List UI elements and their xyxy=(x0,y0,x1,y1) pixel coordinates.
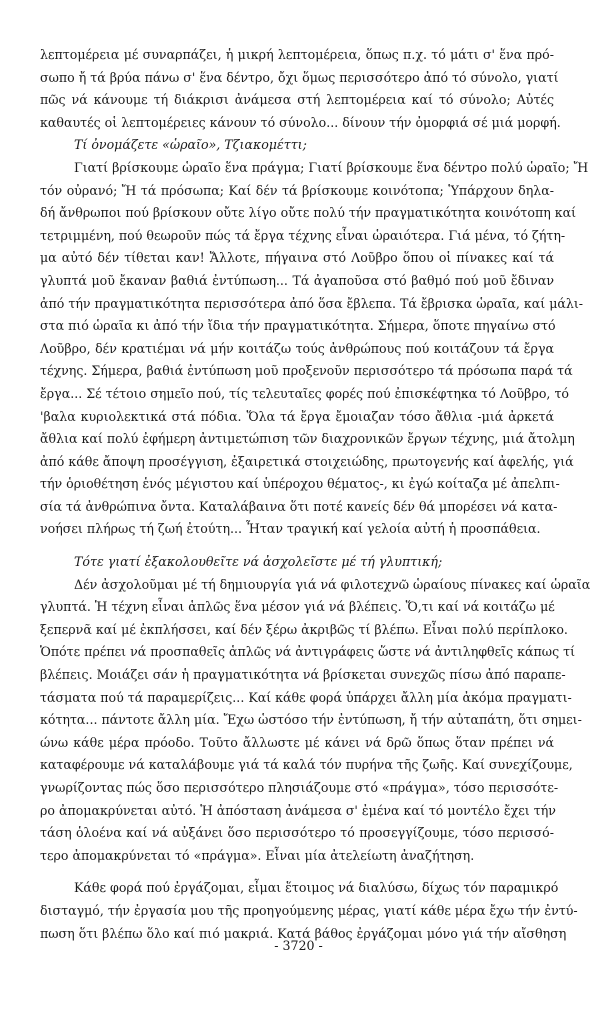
text-line: στα πιό ὡραῖα κι ἀπό τήν ἴδια τήν πραγματικότητα. Σήμερα, ὅποτε πηγαίνω στό xyxy=(40,318,556,334)
text-line: τόν οὐρανό; Ἤ τά πρόσωπα; Καί δέν τά βρίσκουμε κοινότοπα; Ὑπάρχουν δηλα- xyxy=(40,182,554,198)
text-line: ρο ἀπομακρύνεται αὐτό. Ἡ ἀπόσταση ἀνάμεσα σ' ἐμένα καί τό μοντέλο ἔχει τήν xyxy=(40,802,556,818)
text-line: σία τά ἀνθρώπινα ὄντα. Καταλάβαινα ὅτι ποτέ κανείς δέν θά μπορέσει νά κατα- xyxy=(40,498,558,514)
text-line: ώνω κάθε μέρα πρόοδο. Τοῦτο ἄλλωστε μέ κάνει νά δρῶ ὅπως ὅταν πρέπει νά xyxy=(40,734,554,750)
text-line: δισταγμό, τήν ἐργασία μου τῆς προηγούμενης μέρας, γιατί κάθε μέρα ἔχω τήν ἐντύ- xyxy=(40,902,578,918)
text-line: Δέν ἀσχολοῦμαι μέ τή δημιουργία γιά νά φιλοτεχνῶ ὡραίους πίνακες καί ὡραῖα xyxy=(74,576,591,592)
text-line: δή ἄνθρωποι πού βρίσκουν οὔτε λίγο οὔτε πολύ τήν πραγματικότητα κοινότοπη καί xyxy=(40,205,577,221)
paragraph-2 xyxy=(40,157,589,541)
text-line: τάση ὁλοένα καί νά αὐξάνει ὅσο περισσότερο τό προσεγγίζουμε, τόσο περισσό- xyxy=(40,825,554,841)
text-line: λεπτομέρεια μέ συναρπάζει, ἡ μικρή λεπτομέρεια, ὅπως π.χ. τό μάτι σ' ἕνα πρό- xyxy=(40,47,554,62)
text-line: γνωρίζοντας πώς ὅσο περισσότερο πλησιάζουμε στό «πράγμα», τόσο περισσότε- xyxy=(40,780,559,795)
text-line: ἀπό κάθε ἄποψη προσέγγιση, ἐξαιρετικά στοιχειώδης, πρωτογενής καί ἀφελής, γιά xyxy=(40,453,574,469)
interview-question-2 xyxy=(40,551,554,574)
text-line: Κάθε φορά πού ἐργάζομαι, εἶμαι ἕτοιμος νά διαλύσω, δίχως τόν παραμικρό xyxy=(74,880,559,896)
paragraph-1 xyxy=(40,44,561,134)
text-line: τάσματα πού τά παραμερίζεις... Καί κάθε φορά ὑπάρχει ἄλλη μία ἀκόμα πραγματι- xyxy=(40,689,572,705)
text-line: ἄθλια καί πολύ ἐφήμερη ἀντιμετώπιση τῶν διαχρονικῶν ἔργων τέχνης, μιά ἄτολμη xyxy=(40,431,575,447)
text-line: τήν ὁριοθέτηση ἑνός μέγιστου καί ὑπέροχου θέματος-, κι ἐγώ κοίταζα μέ ἀπελπι- xyxy=(40,476,560,492)
paragraph-gap xyxy=(40,541,554,551)
page-number: - 3720 - xyxy=(274,938,323,953)
question-line: Τί ὀνομάζετε «ὡραῖο», Τζιακομέττι; xyxy=(74,137,307,153)
paragraph-4 xyxy=(40,877,578,945)
text-line: καταφέρουμε νά καταλάβουμε γιά τά καλά τόν πυρήνα τῆς ζωῆς. Καί συνεχίζουμε, xyxy=(40,757,573,773)
text-line: γλυπτά μοῦ ἔκαναν βαθιά ἐντύπωση... Τά ἀγαποῦσα στό βαθμό πού μοῦ ἔδιναν xyxy=(40,272,554,288)
text-line: κότητα... πάντοτε ἄλλη μία. Ἔχω ὡστόσο τήν ἐντύπωση, ἤ τήν αὐταπάτη, ὅτι σημει- xyxy=(40,712,582,728)
text-line: σωπο ἤ τά βρύα πάνω σ' ἕνα δέντρο, ὄχι ὅμως περισσότερο ἀπό τό σύνολο, γιατί xyxy=(40,69,559,85)
question-line: Τότε γιατί ἐξακολουθεῖτε νά ἀσχολεῖστε μέ τή γλυπτική; xyxy=(74,554,443,570)
text-line: νοήσει πλήρως τή ζωή ἐτούτη... Ἦταν τραγική καί γελοία αὐτή ἡ προσπάθεια. xyxy=(40,521,541,537)
text-line: ξεπερνᾶ καί μέ ἐκπλήσσει, καί δέν ξέρω ἀκριβῶς τί βλέπω. Εἶναι πολύ περίπλοκο. xyxy=(40,621,568,637)
text-line: βλέπεις. Μοιάζει σάν ἡ πραγματικότητα νά βρίσκεται συνεχῶς πίσω ἀπό παραπε- xyxy=(40,667,566,683)
text-line: Λοῦβρο, δέν κρατιέμαι νά μήν κοιτάζω τούς ἀνθρώπους πού κοιτάζουν τά ἔργα xyxy=(40,340,554,356)
document-page xyxy=(40,44,591,1024)
text-line: ἀπό τήν πραγματικότητα περισσότερα ἀπό ὅσα ἔβλεπα. Τά ἔβρισκα ὡραῖα, καί μάλι- xyxy=(40,295,584,311)
text-line: γλυπτά. Ἡ τέχνη εἶναι ἁπλῶς ἕνα μέσον γιά νά βλέπεις. Ὅ,τι καί νά κοιτάζω μέ xyxy=(40,599,555,615)
text-line: πῶς νά κάνουμε τή διάκρισι ἀνάμεσα στή λεπτομέρεια καί τό σύνολο; Αὐτές xyxy=(40,92,554,108)
text-line: Ὁπότε πρέπει νά προσπαθεῖς ἁπλῶς νά ἀντιγράφεις ὥστε νά ἀντιληφθεῖς κάπως τί xyxy=(40,644,576,660)
paragraph-3 xyxy=(40,574,591,868)
paragraph-gap xyxy=(40,867,554,877)
text-line: τερο ἀπομακρύνεται τό «πράγμα». Εἶναι μία ἀτελείωτη ἀναζήτηση. xyxy=(40,847,475,863)
text-line: τετριμμένη, πού θεωροῦν πώς τά ἔργα τέχνης εἶναι ὡραιότερα. Γιά μένα, τό ζήτη- xyxy=(40,227,566,243)
text-line: ἔργα... Σέ τέτοιο σημεῖο πού, τίς τελευταῖες φορές πού ἐπισκέφτηκα τό Λοῦβρο, τό xyxy=(40,385,569,401)
interview-question-1 xyxy=(40,134,554,157)
text-line: 'βαλα κυριολεκτικά στά πόδια. Ὅλα τά ἔργα ἔμοιαζαν τόσο ἄθλια -μιά ἀρκετά xyxy=(40,408,554,424)
text-line: πωση ὅτι βλέπω ὅλο καί πιό μακριά. Κατά βάθος ἐργάζομαι μόνο γιά τήν αἴσθηση xyxy=(40,925,567,941)
text-line: μα αὐτό δέν τίθεται καν! Ἄλλοτε, πήγαινα στό Λοῦβρο ὅπου οἱ πίνακες καί τά xyxy=(40,250,554,266)
text-line: τέχνης. Σήμερα, βαθιά ἐντύπωση μοῦ προξενοῦν περισσότερο τά πρόσωπα παρά τά xyxy=(40,363,573,379)
text-line: καθαυτές οἱ λεπτομέρειες κάνουν τό σύνολο... δίνουν τήν ὀμορφιά σέ μιά μορφή. xyxy=(40,114,561,130)
text-line: Γιατί βρίσκουμε ὡραῖο ἕνα πράγμα; Γιατί βρίσκουμε ἕνα δέντρο πολύ ὡραῖο; Ἤ xyxy=(74,159,589,175)
